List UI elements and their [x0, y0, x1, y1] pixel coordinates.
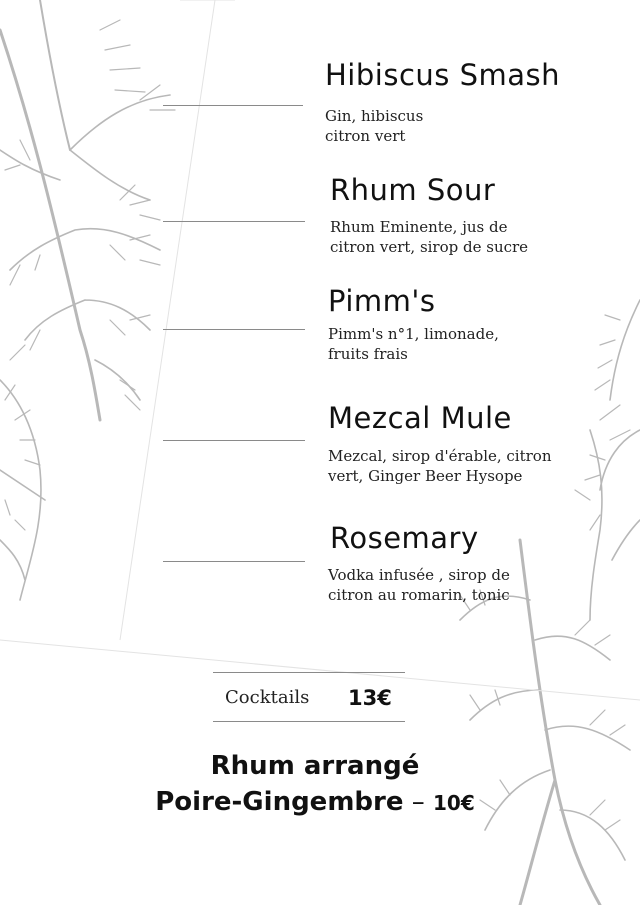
special-flavor: Poire-Gingembre: [155, 787, 404, 817]
description-line: Pimm's n°1, limonade,: [328, 325, 499, 343]
item-divider: [163, 105, 303, 106]
special-subtitle-line: [140, 784, 490, 821]
price-box-label: Cocktails: [225, 687, 310, 708]
description-line: citron vert, sirop de sucre: [330, 238, 529, 256]
cocktail-description: [328, 446, 578, 486]
cocktail-description: [325, 106, 575, 146]
price-box-top-rule: [213, 672, 405, 673]
cocktail-price-box: [213, 672, 405, 722]
price-box-bottom-rule: [213, 721, 405, 722]
description-line: fruits frais: [328, 345, 408, 363]
cocktail-name: Rosemary: [330, 521, 479, 555]
item-divider: [163, 440, 305, 441]
description-line: citron au romarin, tonic: [328, 586, 510, 604]
price-box-price: 13€: [348, 686, 392, 710]
special-offer: [140, 748, 490, 821]
description-line: citron vert: [325, 127, 406, 145]
description-line: vert, Ginger Beer Hysope: [328, 467, 523, 485]
cocktail-name: Mezcal Mule: [328, 401, 512, 435]
description-line: Mezcal, sirop d'érable, citron: [328, 447, 552, 465]
item-divider: [163, 221, 305, 222]
description-line: Gin, hibiscus: [325, 107, 424, 125]
description-line: Rhum Eminente, jus de: [330, 218, 508, 236]
cocktail-name: Pimm's: [328, 284, 436, 318]
cocktail-description: [328, 565, 578, 605]
cocktail-description: [328, 324, 578, 364]
item-divider: [163, 329, 305, 330]
item-divider: [163, 561, 305, 562]
special-price: 10€: [433, 791, 475, 815]
cocktail-description: [330, 217, 580, 257]
description-line: Vodka infusée , sirop de: [328, 566, 510, 584]
cocktail-name: Hibiscus Smash: [325, 58, 561, 92]
special-dash: –: [403, 787, 434, 817]
cocktail-name: Rhum Sour: [330, 173, 496, 207]
special-title: Rhum arrangé: [210, 751, 420, 781]
